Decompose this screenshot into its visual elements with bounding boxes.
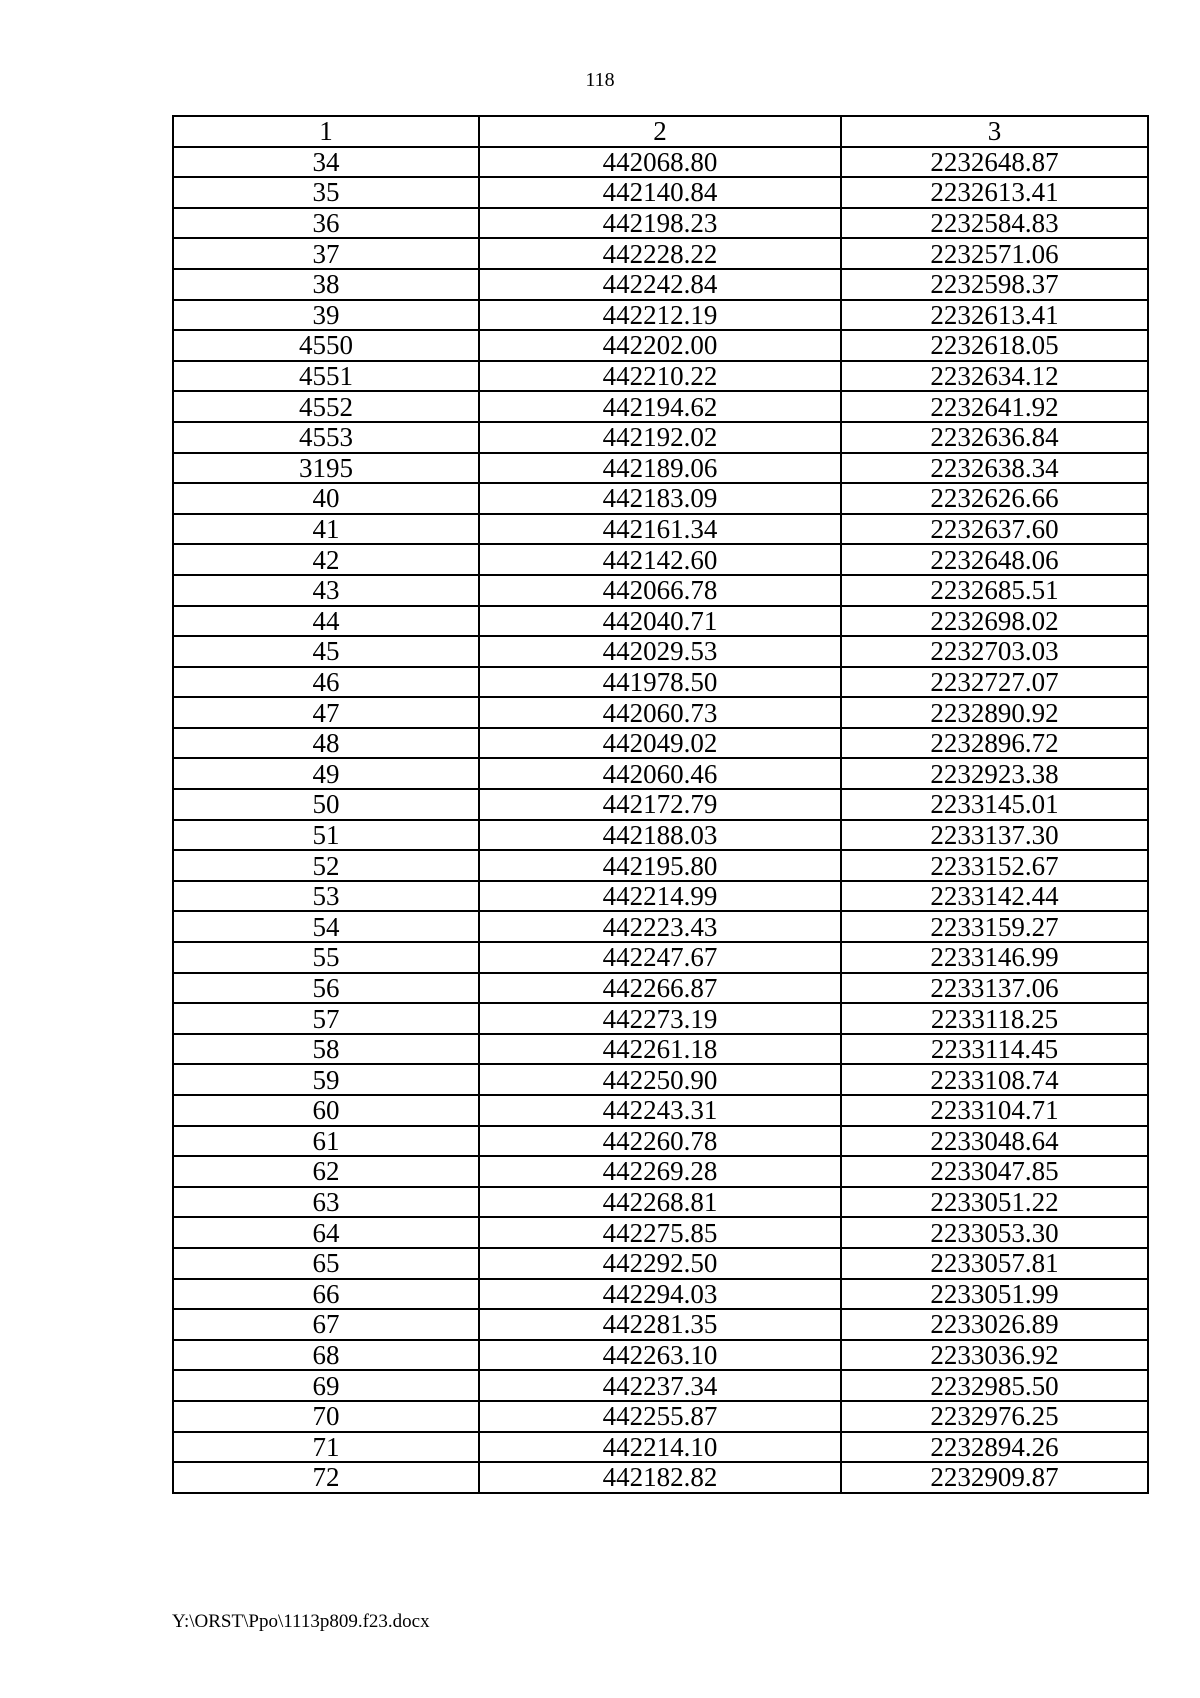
- y-coordinate-cell: 2232571.06: [841, 238, 1148, 269]
- point-number-cell: 58: [173, 1034, 479, 1065]
- y-coordinate-cell: 2233036.92: [841, 1340, 1148, 1371]
- table-row: [173, 300, 1148, 331]
- x-coordinate-cell: 442060.73: [479, 697, 841, 728]
- x-coordinate-cell: 442294.03: [479, 1279, 841, 1310]
- x-coordinate-cell: 442212.19: [479, 300, 841, 331]
- point-number-cell: 43: [173, 575, 479, 606]
- point-number-cell: 47: [173, 697, 479, 728]
- table-row: [173, 881, 1148, 912]
- y-coordinate-cell: 2232896.72: [841, 728, 1148, 759]
- point-number-cell: 46: [173, 667, 479, 698]
- x-coordinate-cell: 442189.06: [479, 453, 841, 484]
- x-coordinate-cell: 442247.67: [479, 942, 841, 973]
- point-number-cell: 4550: [173, 330, 479, 361]
- x-coordinate-cell: 442237.34: [479, 1370, 841, 1401]
- x-coordinate-cell: 442214.99: [479, 881, 841, 912]
- table-row: [173, 606, 1148, 637]
- y-coordinate-cell: 2232584.83: [841, 208, 1148, 239]
- point-number-cell: 53: [173, 881, 479, 912]
- x-coordinate-cell: 442268.81: [479, 1187, 841, 1218]
- point-number-cell: 66: [173, 1279, 479, 1310]
- point-number-cell: 71: [173, 1432, 479, 1463]
- table-row: [173, 483, 1148, 514]
- y-coordinate-cell: 2233145.01: [841, 789, 1148, 820]
- y-coordinate-cell: 2232894.26: [841, 1432, 1148, 1463]
- y-coordinate-cell: 2233026.89: [841, 1309, 1148, 1340]
- point-number-cell: 38: [173, 269, 479, 300]
- header-cell-1: 1: [173, 116, 479, 147]
- file-path-footer: Y:\ORST\Ppo\1113p809.f23.docx: [172, 1611, 430, 1632]
- point-number-cell: 4551: [173, 361, 479, 392]
- y-coordinate-cell: 2232598.37: [841, 269, 1148, 300]
- x-coordinate-cell: 442263.10: [479, 1340, 841, 1371]
- point-number-cell: 45: [173, 636, 479, 667]
- x-coordinate-cell: 442194.62: [479, 391, 841, 422]
- table-row: [173, 1034, 1148, 1065]
- x-coordinate-cell: 442292.50: [479, 1248, 841, 1279]
- point-number-cell: 57: [173, 1003, 479, 1034]
- point-number-cell: 61: [173, 1126, 479, 1157]
- table-header: [173, 116, 1148, 147]
- y-coordinate-cell: 2232613.41: [841, 177, 1148, 208]
- point-number-cell: 65: [173, 1248, 479, 1279]
- y-coordinate-cell: 2233146.99: [841, 942, 1148, 973]
- y-coordinate-cell: 2233108.74: [841, 1064, 1148, 1095]
- y-coordinate-cell: 2232636.84: [841, 422, 1148, 453]
- y-coordinate-cell: 2233047.85: [841, 1156, 1148, 1187]
- y-coordinate-cell: 2233137.06: [841, 973, 1148, 1004]
- y-coordinate-cell: 2232909.87: [841, 1462, 1148, 1493]
- point-number-cell: 44: [173, 606, 479, 637]
- point-number-cell: 68: [173, 1340, 479, 1371]
- point-number-cell: 40: [173, 483, 479, 514]
- table-row: [173, 269, 1148, 300]
- y-coordinate-cell: 2232637.60: [841, 514, 1148, 545]
- point-number-cell: 3195: [173, 453, 479, 484]
- table-row: [173, 758, 1148, 789]
- point-number-cell: 42: [173, 544, 479, 575]
- y-coordinate-cell: 2232648.87: [841, 147, 1148, 178]
- y-coordinate-cell: 2232890.92: [841, 697, 1148, 728]
- point-number-cell: 35: [173, 177, 479, 208]
- point-number-cell: 60: [173, 1095, 479, 1126]
- y-coordinate-cell: 2232976.25: [841, 1401, 1148, 1432]
- x-coordinate-cell: 442040.71: [479, 606, 841, 637]
- y-coordinate-cell: 2232648.06: [841, 544, 1148, 575]
- point-number-cell: 70: [173, 1401, 479, 1432]
- x-coordinate-cell: 442223.43: [479, 911, 841, 942]
- x-coordinate-cell: 442250.90: [479, 1064, 841, 1095]
- x-coordinate-cell: 442260.78: [479, 1126, 841, 1157]
- table-row: [173, 789, 1148, 820]
- page-number: 118: [585, 69, 615, 91]
- x-coordinate-cell: 442273.19: [479, 1003, 841, 1034]
- point-number-cell: 37: [173, 238, 479, 269]
- point-number-cell: 50: [173, 789, 479, 820]
- x-coordinate-cell: 442161.34: [479, 514, 841, 545]
- x-coordinate-cell: 442192.02: [479, 422, 841, 453]
- point-number-cell: 62: [173, 1156, 479, 1187]
- header-cell-3: 3: [841, 116, 1148, 147]
- table-row: [173, 514, 1148, 545]
- x-coordinate-cell: 442242.84: [479, 269, 841, 300]
- point-number-cell: 69: [173, 1370, 479, 1401]
- table-row: [173, 361, 1148, 392]
- x-coordinate-cell: 442142.60: [479, 544, 841, 575]
- table-row: [173, 1248, 1148, 1279]
- point-number-cell: 59: [173, 1064, 479, 1095]
- point-number-cell: 63: [173, 1187, 479, 1218]
- x-coordinate-cell: 442255.87: [479, 1401, 841, 1432]
- x-coordinate-cell: 442140.84: [479, 177, 841, 208]
- table-row: [173, 636, 1148, 667]
- y-coordinate-cell: 2233057.81: [841, 1248, 1148, 1279]
- point-number-cell: 48: [173, 728, 479, 759]
- table-row: [173, 422, 1148, 453]
- table-row: [173, 820, 1148, 851]
- table-body: [173, 147, 1148, 1493]
- x-coordinate-cell: 442029.53: [479, 636, 841, 667]
- y-coordinate-cell: 2232703.03: [841, 636, 1148, 667]
- x-coordinate-cell: 442266.87: [479, 973, 841, 1004]
- y-coordinate-cell: 2232626.66: [841, 483, 1148, 514]
- y-coordinate-cell: 2233048.64: [841, 1126, 1148, 1157]
- x-coordinate-cell: 442049.02: [479, 728, 841, 759]
- y-coordinate-cell: 2232634.12: [841, 361, 1148, 392]
- point-number-cell: 52: [173, 850, 479, 881]
- y-coordinate-cell: 2232618.05: [841, 330, 1148, 361]
- x-coordinate-cell: 442228.22: [479, 238, 841, 269]
- table-row: [173, 850, 1148, 881]
- table-row: [173, 1064, 1148, 1095]
- x-coordinate-cell: 442182.82: [479, 1462, 841, 1493]
- point-number-cell: 41: [173, 514, 479, 545]
- y-coordinate-cell: 2232923.38: [841, 758, 1148, 789]
- table-row: [173, 1126, 1148, 1157]
- x-coordinate-cell: 442281.35: [479, 1309, 841, 1340]
- table-row: [173, 453, 1148, 484]
- y-coordinate-cell: 2232641.92: [841, 391, 1148, 422]
- x-coordinate-cell: 442214.10: [479, 1432, 841, 1463]
- y-coordinate-cell: 2233051.22: [841, 1187, 1148, 1218]
- point-number-cell: 51: [173, 820, 479, 851]
- point-number-cell: 49: [173, 758, 479, 789]
- table-row: [173, 177, 1148, 208]
- table-row: [173, 1156, 1148, 1187]
- table-row: [173, 544, 1148, 575]
- y-coordinate-cell: 2232613.41: [841, 300, 1148, 331]
- table-row: [173, 1340, 1148, 1371]
- y-coordinate-cell: 2233137.30: [841, 820, 1148, 851]
- point-number-cell: 64: [173, 1217, 479, 1248]
- x-coordinate-cell: 442275.85: [479, 1217, 841, 1248]
- table-row: [173, 391, 1148, 422]
- y-coordinate-cell: 2233152.67: [841, 850, 1148, 881]
- table-header-row: [173, 116, 1148, 147]
- table-row: [173, 1462, 1148, 1493]
- y-coordinate-cell: 2233159.27: [841, 911, 1148, 942]
- x-coordinate-cell: 442261.18: [479, 1034, 841, 1065]
- point-number-cell: 67: [173, 1309, 479, 1340]
- table-row: [173, 330, 1148, 361]
- y-coordinate-cell: 2233142.44: [841, 881, 1148, 912]
- x-coordinate-cell: 442202.00: [479, 330, 841, 361]
- table-row: [173, 1279, 1148, 1310]
- y-coordinate-cell: 2233053.30: [841, 1217, 1148, 1248]
- table-row: [173, 208, 1148, 239]
- table-row: [173, 238, 1148, 269]
- table-row: [173, 1432, 1148, 1463]
- table-row: [173, 1370, 1148, 1401]
- x-coordinate-cell: 442068.80: [479, 147, 841, 178]
- table-row: [173, 728, 1148, 759]
- point-number-cell: 72: [173, 1462, 479, 1493]
- table-row: [173, 1187, 1148, 1218]
- y-coordinate-cell: 2232698.02: [841, 606, 1148, 637]
- coordinates-table: [172, 115, 1149, 1494]
- table-row: [173, 1003, 1148, 1034]
- table-row: [173, 575, 1148, 606]
- point-number-cell: 56: [173, 973, 479, 1004]
- y-coordinate-cell: 2233051.99: [841, 1279, 1148, 1310]
- table-row: [173, 667, 1148, 698]
- table-row: [173, 147, 1148, 178]
- x-coordinate-cell: 442269.28: [479, 1156, 841, 1187]
- x-coordinate-cell: 442210.22: [479, 361, 841, 392]
- x-coordinate-cell: 442198.23: [479, 208, 841, 239]
- y-coordinate-cell: 2232685.51: [841, 575, 1148, 606]
- table-row: [173, 942, 1148, 973]
- x-coordinate-cell: 442066.78: [479, 575, 841, 606]
- x-coordinate-cell: 442183.09: [479, 483, 841, 514]
- table-row: [173, 1217, 1148, 1248]
- y-coordinate-cell: 2232985.50: [841, 1370, 1148, 1401]
- point-number-cell: 34: [173, 147, 479, 178]
- table-row: [173, 911, 1148, 942]
- table-row: [173, 973, 1148, 1004]
- x-coordinate-cell: 442195.80: [479, 850, 841, 881]
- y-coordinate-cell: 2232727.07: [841, 667, 1148, 698]
- y-coordinate-cell: 2233118.25: [841, 1003, 1148, 1034]
- table-row: [173, 1401, 1148, 1432]
- y-coordinate-cell: 2233114.45: [841, 1034, 1148, 1065]
- y-coordinate-cell: 2232638.34: [841, 453, 1148, 484]
- x-coordinate-cell: 442243.31: [479, 1095, 841, 1126]
- point-number-cell: 55: [173, 942, 479, 973]
- table-row: [173, 697, 1148, 728]
- y-coordinate-cell: 2233104.71: [841, 1095, 1148, 1126]
- table-row: [173, 1309, 1148, 1340]
- point-number-cell: 54: [173, 911, 479, 942]
- point-number-cell: 39: [173, 300, 479, 331]
- point-number-cell: 4553: [173, 422, 479, 453]
- x-coordinate-cell: 442188.03: [479, 820, 841, 851]
- table-row: [173, 1095, 1148, 1126]
- point-number-cell: 36: [173, 208, 479, 239]
- point-number-cell: 4552: [173, 391, 479, 422]
- x-coordinate-cell: 441978.50: [479, 667, 841, 698]
- x-coordinate-cell: 442172.79: [479, 789, 841, 820]
- x-coordinate-cell: 442060.46: [479, 758, 841, 789]
- header-cell-2: 2: [479, 116, 841, 147]
